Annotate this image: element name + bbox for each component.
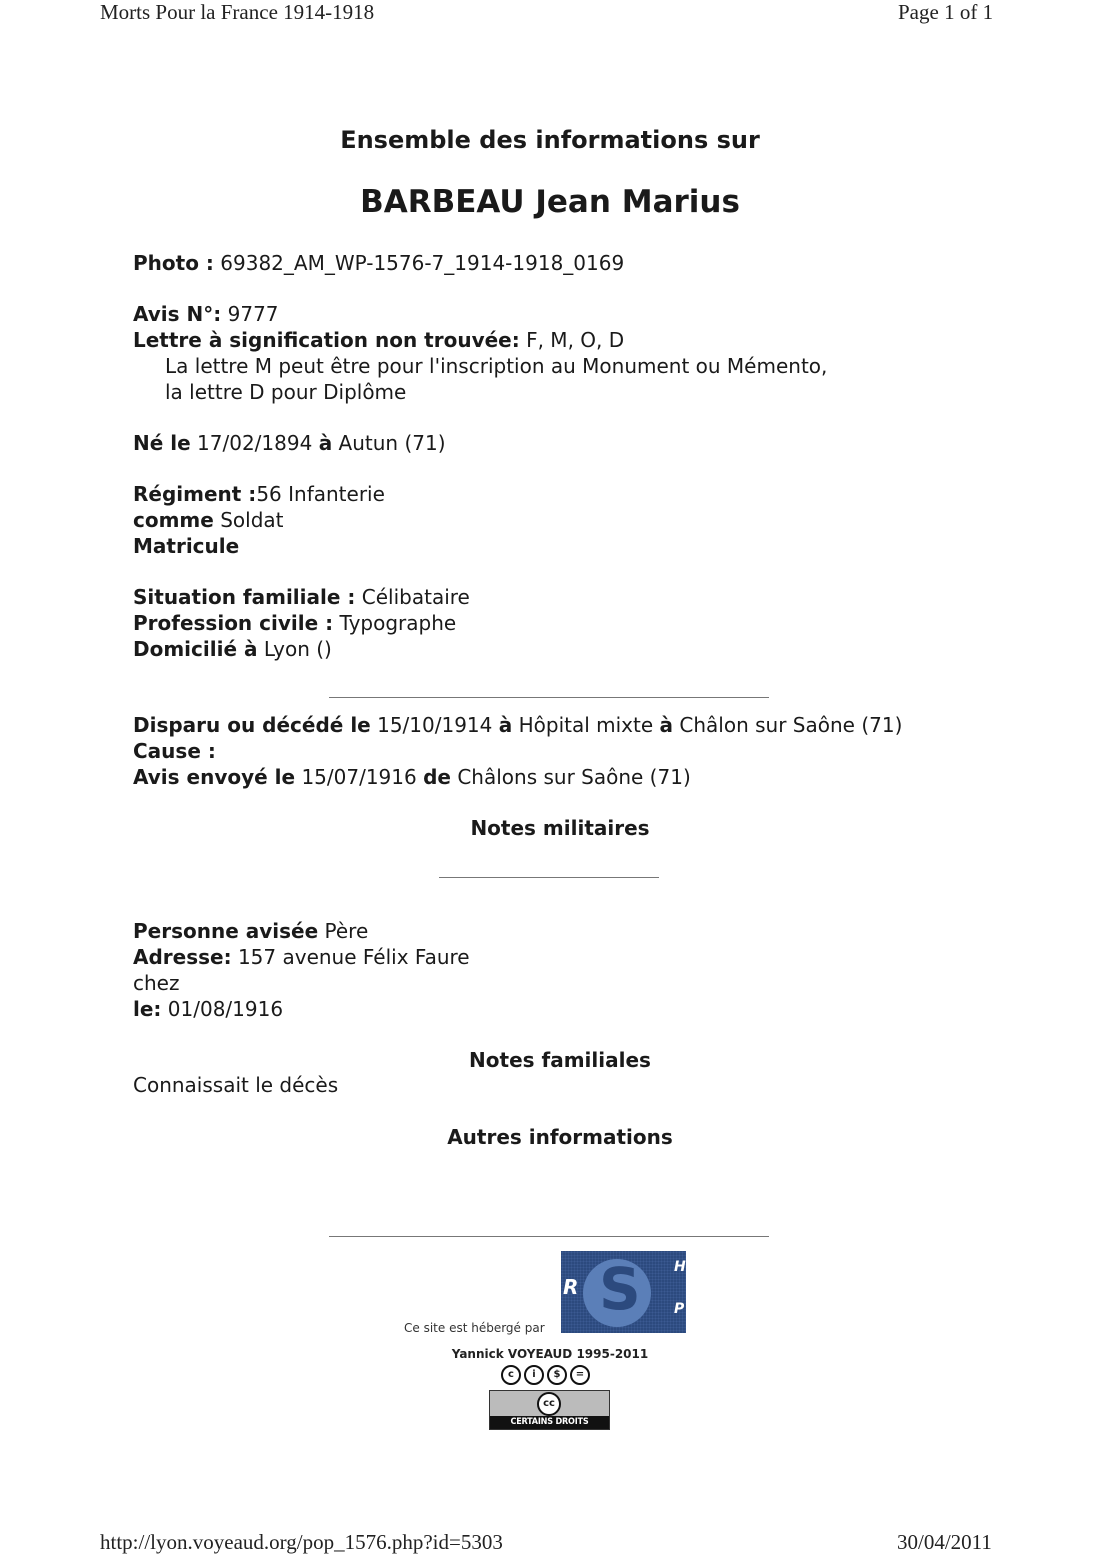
logo-letter-r: R [563, 1275, 579, 1299]
death-place-label: à [498, 713, 513, 737]
birth-place-label: à [318, 431, 333, 455]
avis-envoye-date: 15/07/1916 [295, 765, 424, 789]
profession-row [133, 611, 456, 635]
logo-letter-p: P [674, 1301, 685, 1317]
death-place-label-2: à [659, 713, 674, 737]
situation-value: Célibataire [355, 585, 470, 609]
lettre-note-1: La lettre M peut être pour l'inscription au Monument ou Mémento, [165, 354, 828, 378]
regiment-label: Régiment : [133, 482, 257, 506]
avis-envoye-from-label: de [423, 765, 451, 789]
domicile-row [133, 637, 332, 661]
domicile-label: Domicilié à [133, 637, 258, 661]
birth-label: Né le [133, 431, 191, 455]
adresse-label: Adresse: [133, 945, 232, 969]
birth-row [133, 431, 446, 455]
connaissait-text: Connaissait le décès [133, 1073, 339, 1097]
avis-row [133, 302, 279, 326]
avis-label: Avis N°: [133, 302, 222, 326]
nc-icon: $ [547, 1365, 567, 1385]
situation-label: Situation familiale : [133, 585, 356, 609]
page-header-title: Morts Pour la France 1914-1918 [100, 0, 375, 24]
matricule-label: Matricule [133, 534, 240, 558]
notes-familiales-heading: Notes familiales [469, 1048, 651, 1072]
page-footer-url: http://lyon.voyeaud.org/pop_1576.php?id=5303 [100, 1530, 503, 1554]
adresse-value: 157 avenue Félix Faure [231, 945, 470, 969]
matricule-row [133, 534, 239, 558]
lettre-value: F, M, O, D [519, 328, 625, 352]
divider-2 [439, 877, 659, 878]
page-header-pagenum: Page 1 of 1 [898, 0, 994, 24]
logo-s-glyph: S [599, 1255, 641, 1323]
page-title: Ensemble des informations sur [340, 126, 760, 154]
cc-license-icons[interactable] [501, 1365, 590, 1385]
host-logo[interactable] [561, 1251, 686, 1333]
lettre-note-2: la lettre D pour Diplôme [165, 380, 407, 404]
cause-row [133, 739, 216, 763]
logo-letter-h: H [674, 1259, 686, 1275]
situation-row [133, 585, 470, 609]
le-row [133, 997, 283, 1021]
personne-row [133, 919, 368, 943]
rank-value: Soldat [213, 508, 284, 532]
personne-value: Père [318, 919, 369, 943]
avis-envoye-label: Avis envoyé le [133, 765, 296, 789]
chez-row: chez [133, 971, 180, 995]
lettre-row [133, 328, 624, 352]
death-date: 15/10/1914 [370, 713, 499, 737]
cc-badge-icon: cc [537, 1392, 561, 1416]
by-icon: i [524, 1365, 544, 1385]
le-label: le: [133, 997, 162, 1021]
birth-place: Autun (71) [332, 431, 446, 455]
le-value: 01/08/1916 [161, 997, 284, 1021]
rank-label: comme [133, 508, 214, 532]
photo-row [133, 251, 624, 275]
rank-row [133, 508, 283, 532]
avis-envoye-place: Châlons sur Saône (71) [450, 765, 691, 789]
copyright-text: Yannick VOYEAUD 1995-2011 [451, 1347, 649, 1361]
cc-icon: c [501, 1365, 521, 1385]
death-row [133, 713, 902, 737]
photo-value: 69382_AM_WP-1576-7_1914-1918_0169 [213, 251, 625, 275]
divider-3 [329, 1236, 769, 1237]
lettre-label: Lettre à signification non trouvée: [133, 328, 520, 352]
photo-label: Photo : [133, 251, 214, 275]
regiment-value: Infanterie [281, 482, 385, 506]
cc-badge-text: CERTAINS DROITS RESERVES [490, 1416, 609, 1429]
page-footer-date: 30/04/2011 [897, 1530, 992, 1554]
profession-label: Profession civile : [133, 611, 334, 635]
regiment-number: 56 [256, 482, 282, 506]
nd-icon: = [570, 1365, 590, 1385]
cc-badge[interactable] [489, 1390, 610, 1440]
domicile-value: Lyon () [257, 637, 332, 661]
death-place-2: Châlon sur Saône (71) [673, 713, 903, 737]
death-label: Disparu ou décédé le [133, 713, 371, 737]
autres-informations-heading: Autres informations [447, 1125, 673, 1149]
cause-label: Cause : [133, 739, 216, 763]
notes-militaires-heading: Notes militaires [470, 816, 650, 840]
avis-envoye-row [133, 765, 691, 789]
avis-value: 9777 [221, 302, 279, 326]
birth-date: 17/02/1894 [190, 431, 319, 455]
adresse-row [133, 945, 470, 969]
hosted-by-text: Ce site est hébergé par [404, 1321, 545, 1335]
person-name: BARBEAU Jean Marius [360, 184, 740, 220]
regiment-row [133, 482, 385, 506]
death-place: Hôpital mixte [512, 713, 660, 737]
personne-label: Personne avisée [133, 919, 319, 943]
divider-1 [329, 697, 769, 698]
profession-value: Typographe [333, 611, 457, 635]
